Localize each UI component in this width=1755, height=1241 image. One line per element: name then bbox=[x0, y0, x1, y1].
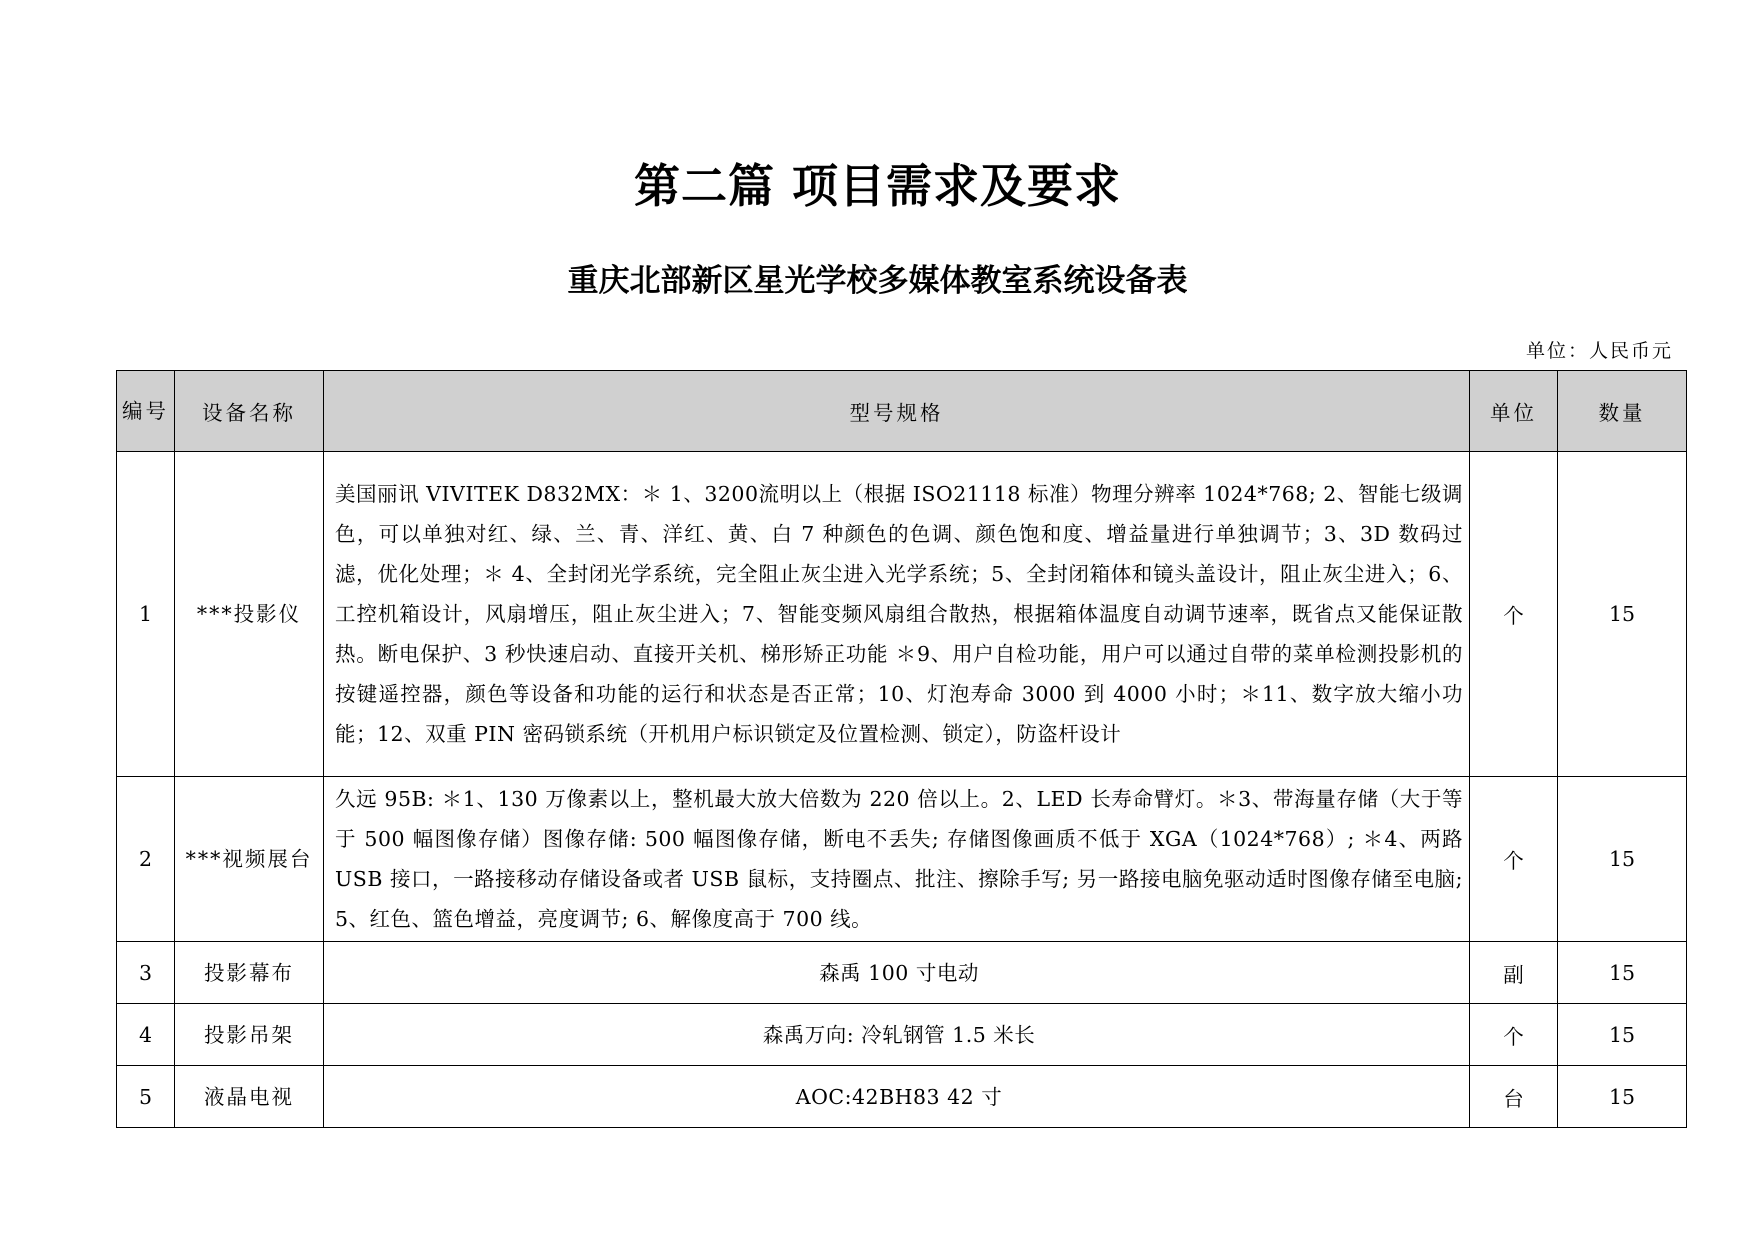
row-number: 2 bbox=[117, 777, 175, 942]
page-title: 第二篇 项目需求及要求 bbox=[633, 159, 1121, 213]
row-number: 1 bbox=[117, 452, 175, 777]
equipment-name: 液晶电视 bbox=[175, 1066, 324, 1128]
table-row bbox=[117, 1066, 1687, 1128]
row-number: 5 bbox=[117, 1066, 175, 1128]
header-unit: 单位 bbox=[1470, 371, 1558, 452]
unit-cell: 个 bbox=[1470, 452, 1558, 777]
table-title: 重庆北部新区星光学校多媒体教室系统设备表 bbox=[567, 263, 1188, 299]
header-equipment-name: 设备名称 bbox=[175, 371, 324, 452]
equipment-name: 投影幕布 bbox=[175, 942, 324, 1004]
quantity-cell: 15 bbox=[1558, 452, 1687, 777]
quantity-cell: 15 bbox=[1558, 777, 1687, 942]
quantity-cell: 15 bbox=[1558, 1004, 1687, 1066]
model-spec: AOC:42BH83 42 寸 bbox=[324, 1066, 1470, 1128]
quantity-cell: 15 bbox=[1558, 942, 1687, 1004]
unit-cell: 个 bbox=[1470, 777, 1558, 942]
equipment-name: 投影吊架 bbox=[175, 1004, 324, 1066]
header-model-spec: 型号规格 bbox=[324, 371, 1470, 452]
unit-cell: 副 bbox=[1470, 942, 1558, 1004]
equipment-name: ***视频展台 bbox=[175, 777, 324, 942]
unit-cell: 台 bbox=[1470, 1066, 1558, 1128]
equipment-name: ***投影仪 bbox=[175, 452, 324, 777]
header-quantity: 数量 bbox=[1558, 371, 1687, 452]
table-row bbox=[117, 1004, 1687, 1066]
row-number: 4 bbox=[117, 1004, 175, 1066]
table-row bbox=[117, 777, 1687, 942]
model-spec: 美国丽讯 VIVITEK D832MX：＊ 1、3200流明以上（根据 ISO21118 标准）物理分辨率 1024*768; 2、智能七级调色，可以单独对红、绿、兰、青、洋红、黄、白 7 种颜色的色调、颜色饱和度、增益量进行单独调节；3、3D 数码过滤，优化处理；＊ 4、全封闭光学系统，完全阻止灰尘进入光学系统；5、全封闭箱体和镜头盖设计，阻止灰尘进入；6、工控机箱设计，风扇增压，阻止灰尘进入；7、智能变频风扇组合散热，根据箱体温度自动调节速率，既省点又能保证散热。断电保护、3 秒快速启动、直接开关机、梯形矫正功能 ＊9、用户自检功能，用户可以通过自带的菜单检测投影机的按键遥控器，颜色等设备和功能的运行和状态是否正常；10、灯泡寿命 3000 到 4000 小时；＊11、数字放大缩小功能；12、双重 PIN 密码锁系统（开机用户标识锁定及位置检测、锁定），防盗杆设计 bbox=[324, 452, 1470, 777]
model-spec: 森禹万向: 冷轧钢管 1.5 米长 bbox=[324, 1004, 1470, 1066]
unit-cell: 个 bbox=[1470, 1004, 1558, 1066]
table-header-row bbox=[117, 371, 1687, 452]
row-number: 3 bbox=[117, 942, 175, 1004]
header-number: 编号 bbox=[117, 371, 175, 452]
table-row bbox=[117, 452, 1687, 777]
model-spec: 久远 95B: ＊1、130 万像素以上，整机最大放大倍数为 220 倍以上。2、LED 长寿命臂灯。＊3、带海量存储（大于等于 500 幅图像存储）图像存储: 500 幅图像存储，断电不丢失; 存储图像画质不低于 XGA（1024*768）; ＊4、两路 USB 接口，一路接移动存储设备或者 USB 鼠标，支持圈点、批注、擦除手写; 另一路接电脑免驱动适时图像存储至电脑; 5、红色、篮色增益，亮度调节; 6、解像度高于 700 线。 bbox=[324, 777, 1470, 942]
quantity-cell: 15 bbox=[1558, 1066, 1687, 1128]
currency-unit-note: 单位：人民币元 bbox=[1525, 340, 1673, 362]
equipment-table bbox=[116, 370, 1687, 1128]
table-row bbox=[117, 942, 1687, 1004]
model-spec: 森禹 100 寸电动 bbox=[324, 942, 1470, 1004]
